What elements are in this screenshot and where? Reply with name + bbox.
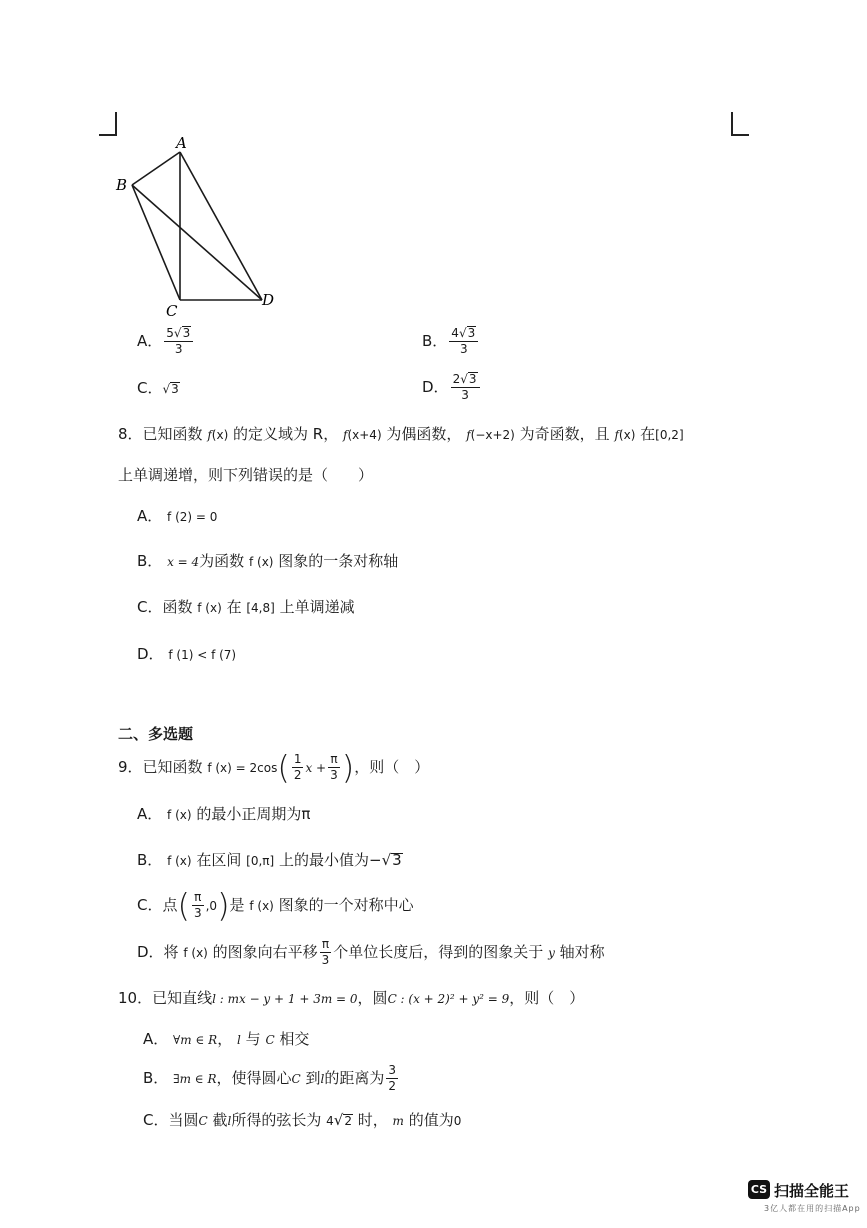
- q9-option-a: A． f (x) 的最小正周期为π: [137, 805, 311, 823]
- camscanner-logo-icon: CS: [748, 1180, 770, 1199]
- q8-option-d: D． f (1) < f (7): [137, 645, 237, 663]
- edge-AD: [180, 152, 262, 300]
- watermark-subtitle: 3亿人都在用的扫描App: [764, 1204, 861, 1213]
- q7-option-b: B． $\frac{4√3}{3}$: [422, 326, 480, 357]
- vertex-A-label: A: [176, 134, 187, 152]
- q10-stem: 10．已知直线l : mx − y + 1 + 3m = 0，圆C : (x + 2)² + y² = 9，则（ ）: [118, 989, 585, 1007]
- q8-option-c: C．函数 f (x) 在 [4,8] 上单调递减: [137, 598, 355, 616]
- geometry-figure: [110, 130, 290, 320]
- edge-BD: [132, 185, 262, 300]
- section-heading: 二、多选题: [118, 725, 194, 743]
- vertex-B-label: B: [116, 176, 128, 194]
- q8-option-b: B． x = 4为函数 f (x) 图象的一条对称轴: [137, 552, 399, 570]
- q10-option-c: C．当圆C 截l所得的弦长为 4√2 时， m 的值为0: [143, 1111, 462, 1129]
- q9-option-c: C．点( $\frac{\pi}{3}$ ,0)是 f (x) 图象的一个对称中心: [137, 886, 414, 925]
- q8-option-a: A． f (2) = 0: [137, 507, 218, 525]
- edge-AB: [132, 152, 180, 185]
- q8-stem-line1: 8．已知函数 f(x) 的定义域为 R， f(x+4) 为偶函数， f(−x+2) 为奇函数，且 f(x) 在[0,2]: [118, 425, 684, 443]
- watermark-title: 扫描全能王: [774, 1182, 850, 1200]
- corner-mark-right: [731, 112, 749, 136]
- vertex-D-label: D: [262, 291, 275, 309]
- edge-BC: [132, 185, 180, 300]
- vertex-C-label: C: [166, 302, 178, 320]
- q8-stem-line2: 上单调递增，则下列错误的是（ ）: [118, 466, 374, 484]
- q7-option-a: A． $\frac{5√3}{3}$: [137, 326, 195, 357]
- q10-option-b: B． ∃m ∈ R，使得圆心C 到l的距离为 $\frac{3}{2}$: [143, 1063, 397, 1093]
- q7-option-c: C．√3: [137, 379, 179, 397]
- q7-option-d: D． $\frac{2√3}{3}$: [422, 372, 482, 403]
- q10-option-a: A． ∀m ∈ R， l 与 C 相交: [143, 1030, 310, 1048]
- q9-stem: 9．已知函数 f (x) = 2cos( $\frac{1}{2}$ x + $\frac{\pi}{3}$ )，则（ ）: [118, 748, 430, 787]
- q9-option-b: B． f (x) 在区间 [0,π] 上的最小值为−√3: [137, 851, 402, 869]
- q9-option-d: D．将 f (x) 的图象向右平移 $\frac{\pi}{3}$ 个单位长度后，得到的图象关于 y 轴对称: [137, 937, 605, 967]
